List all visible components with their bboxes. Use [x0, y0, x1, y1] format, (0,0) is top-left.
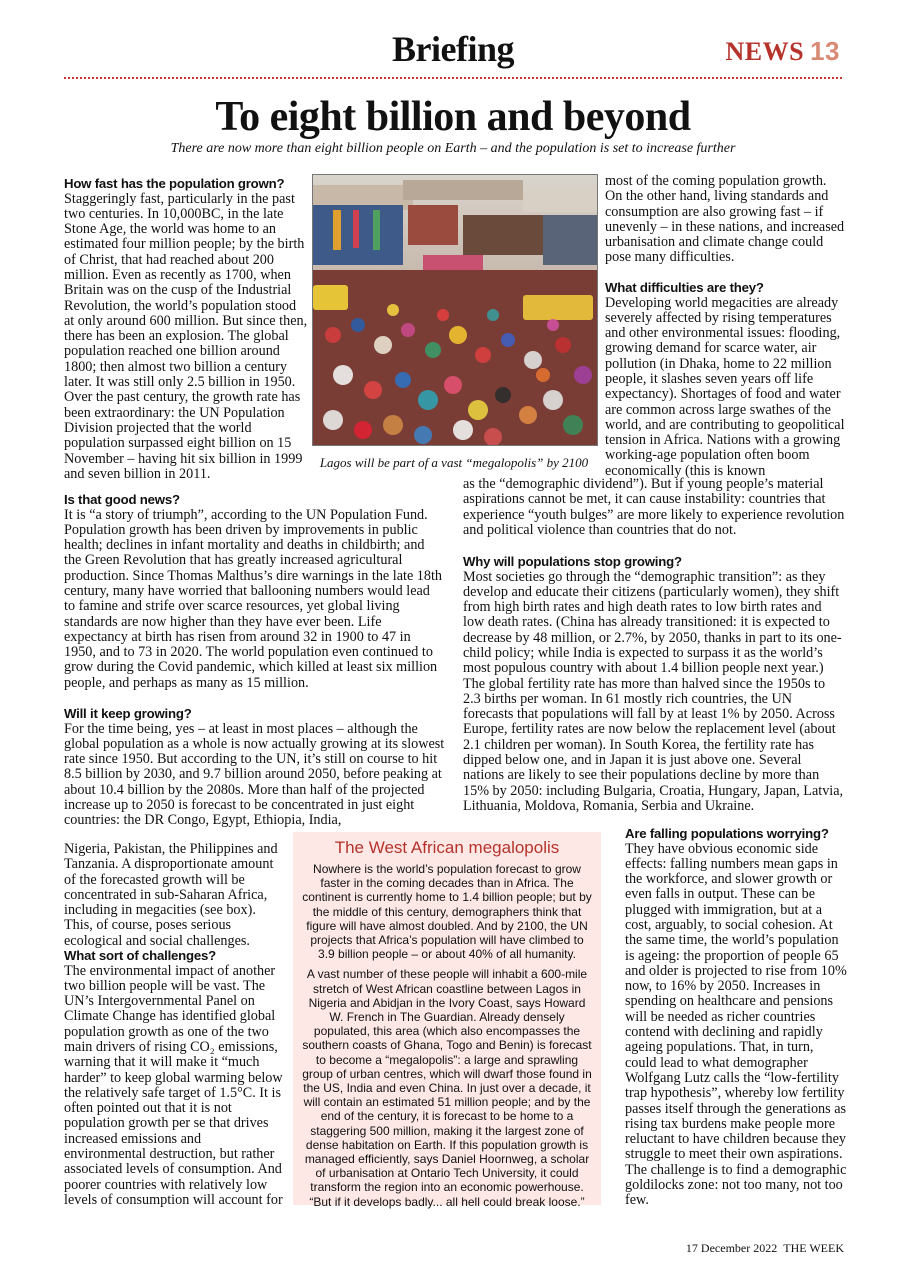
section-challenges: [64, 948, 286, 1208]
publication-name: THE WEEK: [783, 1241, 844, 1255]
page-number: 13: [810, 36, 840, 66]
section-body: They have obvious economic side effects: falling numbers mean gaps in the workforce, and slower growth or even falls in output. These can be plugged with immigration, but at a cost, arguably, to social cohesion. At the same time, the world’s population is ageing: the proportion of people 65 and older is projected to rise from 10% now, to 16% by 2050. Increases in spending on healthcare and pensions will be needed as richer countries contend with declining and rapidly ageing populations. That, in turn, could lead to what demographer Wolfgang Lutz calls the “low-fertility trap hypothesis”, whereby low fertility passes itself through the generations as rising tax burdens make people more reluctant to have children because they struggle to meet their own aspirations. The challenge is to find a demographic goldilocks zone: not too many, not too few.: [625, 840, 847, 1209]
lagos-market-photo: [312, 174, 598, 446]
section-heading: What difficulties are they?: [605, 280, 764, 295]
section-heading: Is that good news?: [64, 492, 180, 507]
section-body: Developing world megacities are already severely affected by rising temperatures and other environmental issues: flooding, growing demand for scarce water, air pollution (in Dhaka, home to 22 million people, it slashes seven years off life expectancy). Shortages of food and water are common across large swathes of the world, and are contributing to geopolitical tension in Africa. Nations with a growing working-age population often boom economically (this is known: [605, 294, 845, 479]
header-divider: [64, 77, 842, 79]
section-heading: Will it keep growing?: [64, 706, 192, 721]
section-body: It is “a story of triumph”, according to the UN Population Fund. Population growth has been driven by improvements in public health; declines in infant mortality and deaths in childbirth; and the Green Revolution that has greatly increased agricultural production. Since Thomas Malthus’s dire warnings in the late 18th century, many have worried that ballooning numbers would lead to famine and strife over scarce resources, yet global living standards are now higher than they have ever been. Life expectancy at birth has risen from around 32 in 1900 to 47 in 1950, and to 73 in 2020. The world population even continued to grow during the Covid pandemic, which killed at least six million people, and perhaps as many as 15 million.: [64, 506, 443, 691]
section-body-continued: Nigeria, Pakistan, the Philippines and Tanzania. A disproportionate amount of the forecasted growth will be concentrated in sub-Saharan Africa, including in megacities (see box). This, of course, poses serious ecological and social challenges.: [64, 841, 278, 949]
section-heading: What sort of challenges?: [64, 948, 217, 963]
section-heading: Why will populations stop growing?: [463, 554, 682, 569]
section-body: Most societies go through the “demographic transition”: as they develop and educate their citizens (particularly women), they shift from high birth rates and high death rates to low birth rates and low death rates. (China has already transitioned: it is expected to decrease by 48 million, or 2.7%, by 2050, thanks in part to its one-child policy; while India is expected to surpass it as the world’s most populous country with about 1.4 billion people next year.) The global fertility rate has more than halved since the 1950s to 2.3 births per woman. In 61 mostly rich countries, the UN forecasts that populations will fall by at least 1% by 2050. Across Europe, fertility rates are now below the replacement level (about 2.1 children per woman). In South Korea, the fertility rate has dipped below one, and in Japan it is just above one. Several nations are likely to see their populations decline by more than 15% by 2050: including Bulgaria, Croatia, Hungary, Japan, Latvia, Lithuania, Moldova, Romania, Serbia and Ukraine.: [463, 568, 844, 814]
crowd-image-icon: [313, 175, 597, 445]
section-stop-growing: [463, 554, 845, 814]
box-title: The West African megalopolis: [334, 838, 560, 857]
standfirst: There are now more than eight billion people on Earth – and the population is set to increase further: [170, 141, 736, 156]
section-body-continued: as the “demographic dividend”). But if young people’s material aspirations cannot be met, it can cause instability: countries that experience “youth bulges” are more likely to experience revolution and political violence than countries that do not.: [463, 476, 845, 538]
page-footer: [686, 1241, 844, 1256]
section-difficulties-continued: [463, 477, 845, 538]
section-keep-growing-continued: [64, 842, 286, 949]
headline: To eight billion and beyond: [215, 94, 691, 140]
section-keep-growing: [64, 706, 450, 829]
section-difficulties: [605, 280, 845, 479]
section-challenges-continued: [605, 174, 845, 266]
section-label: Briefing: [392, 29, 514, 69]
photo-caption: Lagos will be part of a vast “megalopolis” by 2100: [319, 455, 589, 470]
box-paragraph: A vast number of these people will inhabit a 600-mile stretch of West African coastline between Lagos in Nigeria and Abidjan in the Ivory Coast, says Howard W. French in The Guardian. Already densely populated, this area (which also encompasses the southern coasts of Ghana, Togo and Benin) is forecast to become a “megalopolis”: a large and sprawling group of urban centres, which will dwarf those found in the US, India and even China. In just over a decade, it will contain an estimated 51 million people; and by the end of the century, it is forecast to be home to a staggering 500 million, making it the largest zone of dense habitation on Earth. If this population growth is managed efficiently, says Daniel Hoornweg, a scholar of urbanisation at Ontario Tech University, it could transform the region into an economic powerhouse. “But if it develops badly... all hell could break loose.”: [302, 967, 592, 1209]
issue-date: 17 December 2022: [685, 1241, 778, 1255]
page-label: NEWS: [725, 37, 805, 66]
section-good-news: [64, 492, 444, 691]
section-heading: Are falling populations worrying?: [625, 826, 829, 841]
section-body: For the time being, yes – at least in most places – although the global population as a whole is now actually growing at its slowest rate since 1950. But according to the UN, it’s still on course to hit 8.5 billion by 2030, and 9.7 billion around 2050, before peaking at about 10.4 billion by the 2080s. More than half of the projected increase up to 2050 is forecast to be concentrated in just eight countries: the DR Congo, Egypt, Ethiopia, India,: [64, 720, 445, 829]
section-how-fast: [64, 176, 308, 482]
section-body-continued: most of the coming population growth. On the other hand, living standards and consumption are also growing fast – if unevenly – in these nations, and increased urbanisation and climate change could pose many difficulties.: [605, 173, 845, 266]
section-heading: How fast has the population grown?: [64, 176, 285, 191]
section-body: The environmental impact of another two billion people will be vast. The UN’s Intergovernmental Panel on Climate Change has identified global population growth as one of the two main drivers of rising CO₂ emissions, warning that it will make it “much harder” to keep global warming below the relatively safe target of 1.5°C. It is often pointed out that it is not population growth per se that drives increased emissions and environmental destruction, but rather associated levels of consumption. And poorer countries with relatively low levels of consumption will account for: [64, 962, 283, 1208]
west-african-megalopolis-box: [293, 832, 601, 1209]
box-paragraph: Nowhere is the world’s population forecast to grow faster in the coming decades than in Africa. The continent is currently home to 1.4 billion people; but by the middle of this century, demographers think that figure will have almost doubled. And by 2100, the UN projects that Africa’s population will have climbed to 3.9 billion people – or about 40% of all humanity.: [302, 862, 592, 962]
section-falling-populations: [625, 826, 847, 1209]
page-tag: [726, 36, 841, 67]
section-body: Staggeringly fast, particularly in the past two centuries. In 10,000BC, in the late Stone Age, the world was home to an estimated four million people; by the birth of Christ, that had reached about 200 million. Even as recently as 1700, when Britain was on the cusp of the Industrial Revolution, the world’s population stood at only around 600 million. But since then, there has been an explosion. The global population reached one billion around 1800; then almost two billion a century later. It was still only 2.5 billion in 1950. Over the past century, the growth rate has been extraordinary: the UN Population Division projected that the world population surpassed eight billion on 15 November – having hit six billion in 1999 and seven billion in 2011.: [64, 190, 308, 482]
